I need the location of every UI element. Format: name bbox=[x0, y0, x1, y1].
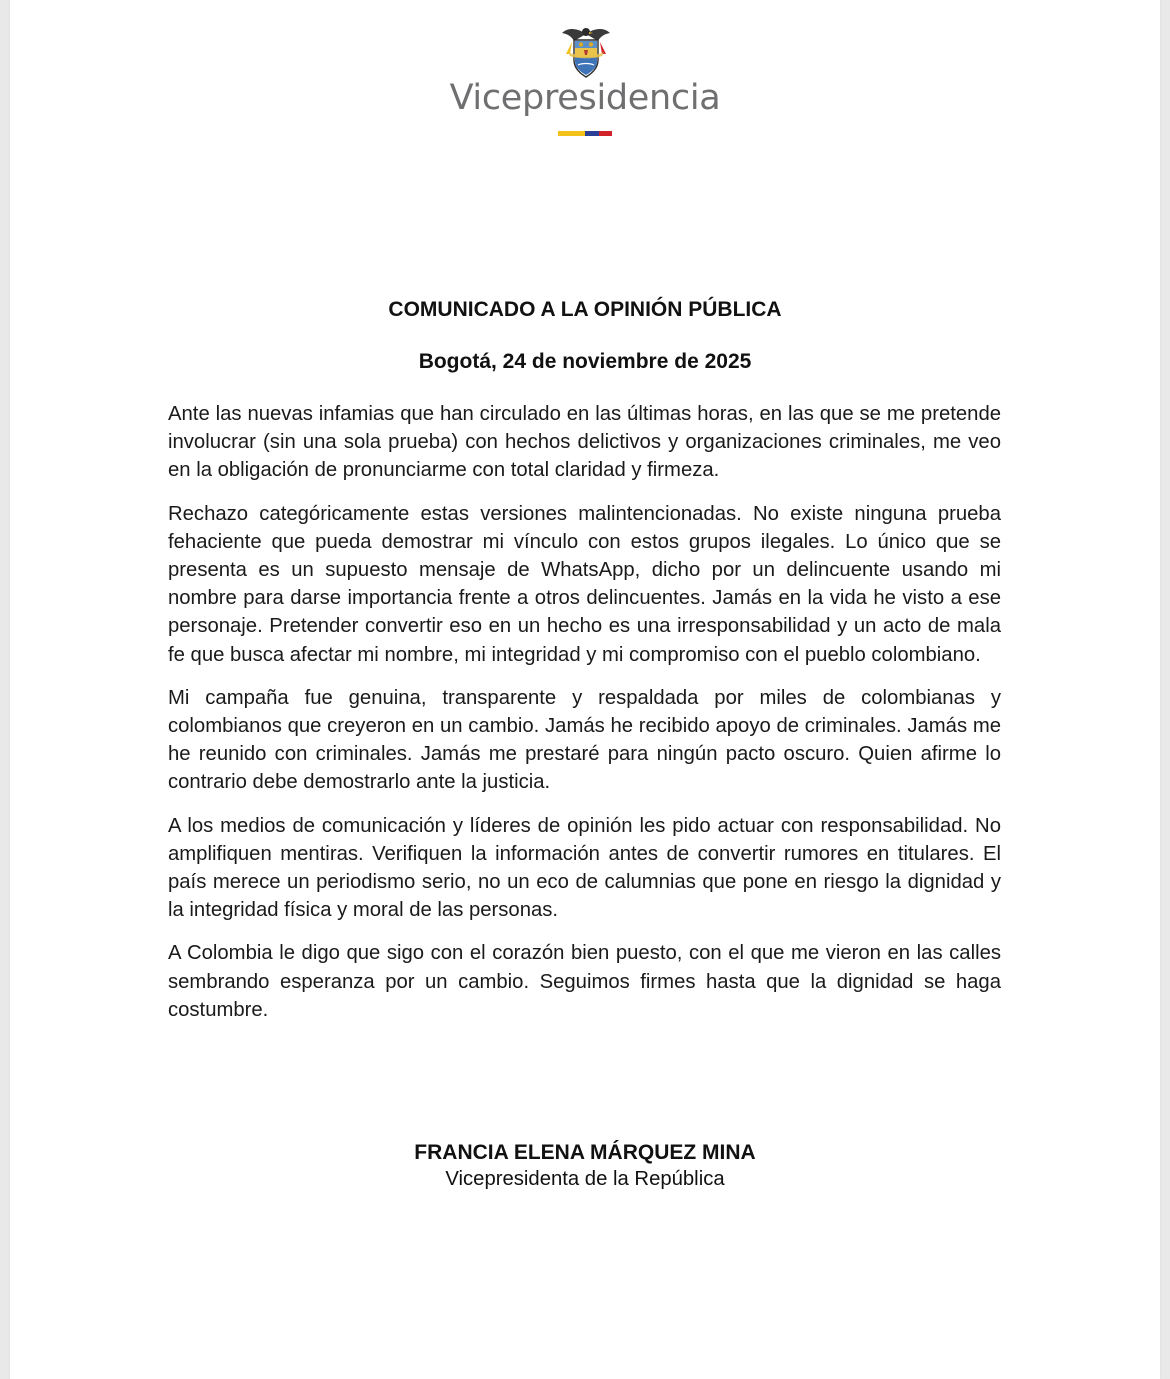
document-title: COMUNICADO A LA OPINIÓN PÚBLICA bbox=[388, 298, 782, 321]
paragraph: Mi campaña fue genuina, transparente y respaldada por miles de colombianas y colombianos que creyeron en un cambio. Jamás he recibido apoyo de criminales. Jamás me he reunido con criminales. Jamás me prestaré para ningún pacto oscuro. Quien afirme lo contrario debe demostrarlo ante la justicia. bbox=[168, 686, 1001, 794]
signatory-name: FRANCIA ELENA MÁRQUEZ MINA bbox=[414, 1141, 756, 1164]
document-body bbox=[168, 400, 1001, 1039]
document-page bbox=[10, 0, 1160, 1379]
signatory-role: Vicepresidenta de la República bbox=[445, 1168, 725, 1190]
flag-blue-stripe bbox=[585, 131, 599, 136]
paragraph: A Colombia le digo que sigo con el corazón bien puesto, con el que me vieron en las calles sembrando esperanza por un cambio. Seguimos firmes hasta que la dignidad se haga costumbre. bbox=[168, 942, 1001, 1021]
colombia-coat-of-arms-icon bbox=[560, 24, 612, 80]
flag-yellow-stripe bbox=[558, 131, 585, 136]
flag-color-bar bbox=[558, 131, 612, 136]
flag-red-stripe bbox=[599, 131, 613, 136]
paragraph: A los medios de comunicación y líderes de opinión les pido actuar con responsabilidad. No amplifiquen mentiras. Verifiquen la información antes de convertir rumores en titulares. El país merece un periodismo serio, no un eco de calumnias que pone en riesgo la dignidad y la integridad física y moral de las personas. bbox=[168, 814, 1001, 922]
document-date: Bogotá, 24 de noviembre de 2025 bbox=[418, 350, 752, 373]
paragraph: Ante las nuevas infamias que han circulado en las últimas horas, en las que se me pretende involucrar (sin una sola prueba) con hechos delictivos y organizaciones criminales, me veo en la obligación de pronunciarme con total claridad y firmeza. bbox=[168, 403, 1001, 482]
paragraph: Rechazo categóricamente estas versiones malintencionadas. No existe ninguna prueba fehaciente que pueda demostrar mi vínculo con estos grupos ilegales. Lo único que se presenta es un supuesto mensaje de WhatsApp, dicho por un delincuente usando mi nombre para darse importancia frente a otros delincuentes. Jamás en la vida he visto a ese personaje. Pretender convertir eso en un hecho es una irresponsabilidad y un acto de mala fe que busca afectar mi nombre, mi integridad y mi compromiso con el pueblo colombiano. bbox=[168, 502, 1001, 666]
signature-block bbox=[10, 1140, 1160, 1192]
brand-wordmark: Vicepresidencia bbox=[449, 78, 721, 118]
